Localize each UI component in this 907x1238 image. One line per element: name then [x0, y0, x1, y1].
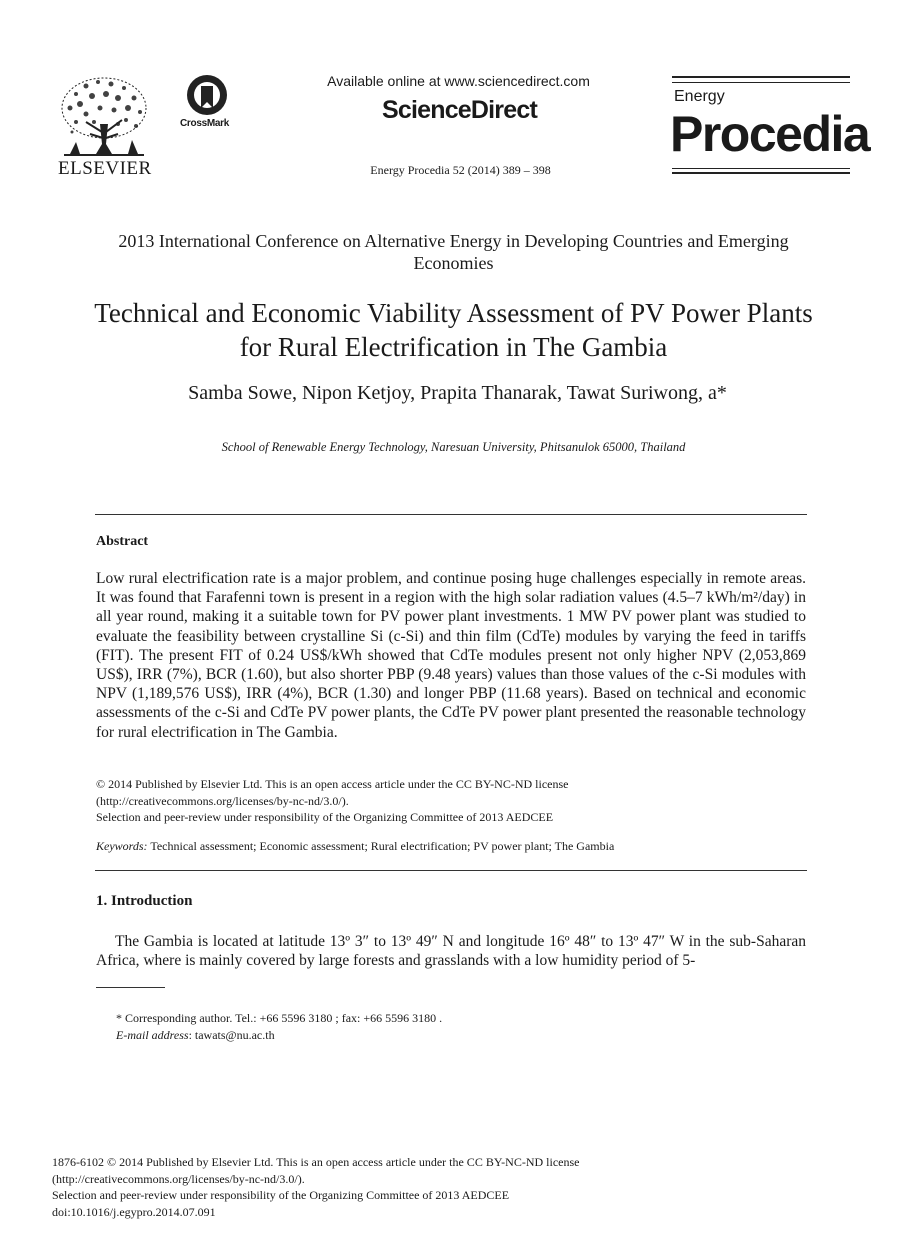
footer-license-link[interactable]: (http://creativecommons.org/licenses/by-nc-nd/3.0/). [52, 1171, 305, 1186]
journal-name-energy: Energy [674, 88, 725, 105]
footer-peer-review: Selection and peer-review under responsibility of the Organizing Committee of 2013 AEDCEE [52, 1188, 510, 1202]
email-address[interactable]: : tawats@nu.ac.th [188, 1028, 275, 1042]
footer-issn-line: 1876-6102 © 2014 Published by Elsevier Ltd. This is an open access article under the CC BY-NC-ND license [52, 1155, 580, 1169]
journal-name-procedia: Procedia [670, 106, 870, 162]
author-list: Samba Sowe, Nipon Ketjoy, Prapita Thanarak, Tawat Suriwong, a* [188, 382, 727, 404]
license-block [96, 776, 808, 826]
conference-name: 2013 International Conference on Alternative Energy in Developing Countries and Emerging Economies [118, 231, 789, 273]
email-note [116, 1028, 275, 1043]
footer-doi[interactable]: doi:10.1016/j.egypro.2014.07.091 [52, 1204, 216, 1219]
abstract-body: Low rural electrification rate is a major problem, and continue posing huge challenges especially in remote areas. It was found that Farafenni town is present in a region with the high solar radiation values (4.5–7 kWh/m²/day) in all year round, making it a suitable town for PV power plant investments. 1 MW PV power plant was studied to evaluate the feasibility between crystalline Si (c-Si) and thin film (CdTe) modules by varying the feed in tariffs (FIT). The present FIT of 0.24 US$/kWh showed that CdTe modules present not only higher NPV (2,053,869 US$), IRR (7%), BCR (1.60), but also shorter PBP (9.48 years) values than those values of the c-Si modules with NPV (1,189,576 US$), IRR (4%), BCR (1.30) and longer PBP (11.68 years). Based on technical and economic assessments of the c-Si and CdTe PV power plants, the CdTe PV power plant presented the reasonable technology for rural electrification in The Gambia. [96, 570, 806, 741]
footnote-rule [96, 987, 165, 988]
paper-title: Technical and Economic Viability Assessment of PV Power Plants for Rural Electrification in The Gambia [94, 298, 813, 362]
journal-citation: Energy Procedia 52 (2014) 389 – 398 [370, 163, 551, 177]
author-affiliation: School of Renewable Energy Technology, Naresuan University, Phitsanulok 65000, Thailand [221, 440, 686, 454]
keywords-list: Technical assessment; Economic assessment; Rural electrification; PV power plant; The Gambia [150, 839, 615, 853]
crossmark-label: CrossMark [180, 118, 229, 129]
license-link[interactable]: (http://creativecommons.org/licenses/by-nc-nd/3.0/). [96, 793, 349, 808]
copyright-footer [52, 1154, 852, 1220]
available-online-text: Available online at www.sciencedirect.com [327, 73, 590, 89]
introduction-paragraph: The Gambia is located at latitude 13º 3″ to 13º 49″ N and longitude 16º 48″ to 13º 47″ W in the sub-Saharan Africa, where is mainly covered by large forests and grasslands with a low humidity period of 5- [96, 933, 806, 970]
keywords-label: Keywords: [96, 839, 148, 853]
procedia-rule-top [672, 76, 850, 79]
sciencedirect-wordmark[interactable]: ScienceDirect [382, 96, 537, 124]
abstract-bottom-rule [95, 870, 807, 871]
peer-review-line: Selection and peer-review under responsibility of the Organizing Committee of 2013 AEDCEE [96, 810, 554, 824]
section-heading-introduction: 1. Introduction [96, 893, 193, 909]
keywords-line [96, 839, 808, 854]
corresponding-author-note: * Corresponding author. Tel.: +66 5596 3180 ; fax: +66 5596 3180 . [116, 1011, 443, 1025]
procedia-rule-bottom-thin [672, 168, 850, 169]
email-label: E-mail address [116, 1028, 189, 1042]
elsevier-wordmark: ELSEVIER [58, 158, 152, 179]
abstract-top-rule [95, 514, 807, 515]
license-line-1: © 2014 Published by Elsevier Ltd. This is an open access article under the CC BY-NC-ND license [96, 777, 569, 791]
abstract-heading: Abstract [96, 534, 149, 549]
procedia-rule-top-thin [672, 82, 850, 84]
procedia-rule-bottom [672, 172, 850, 174]
